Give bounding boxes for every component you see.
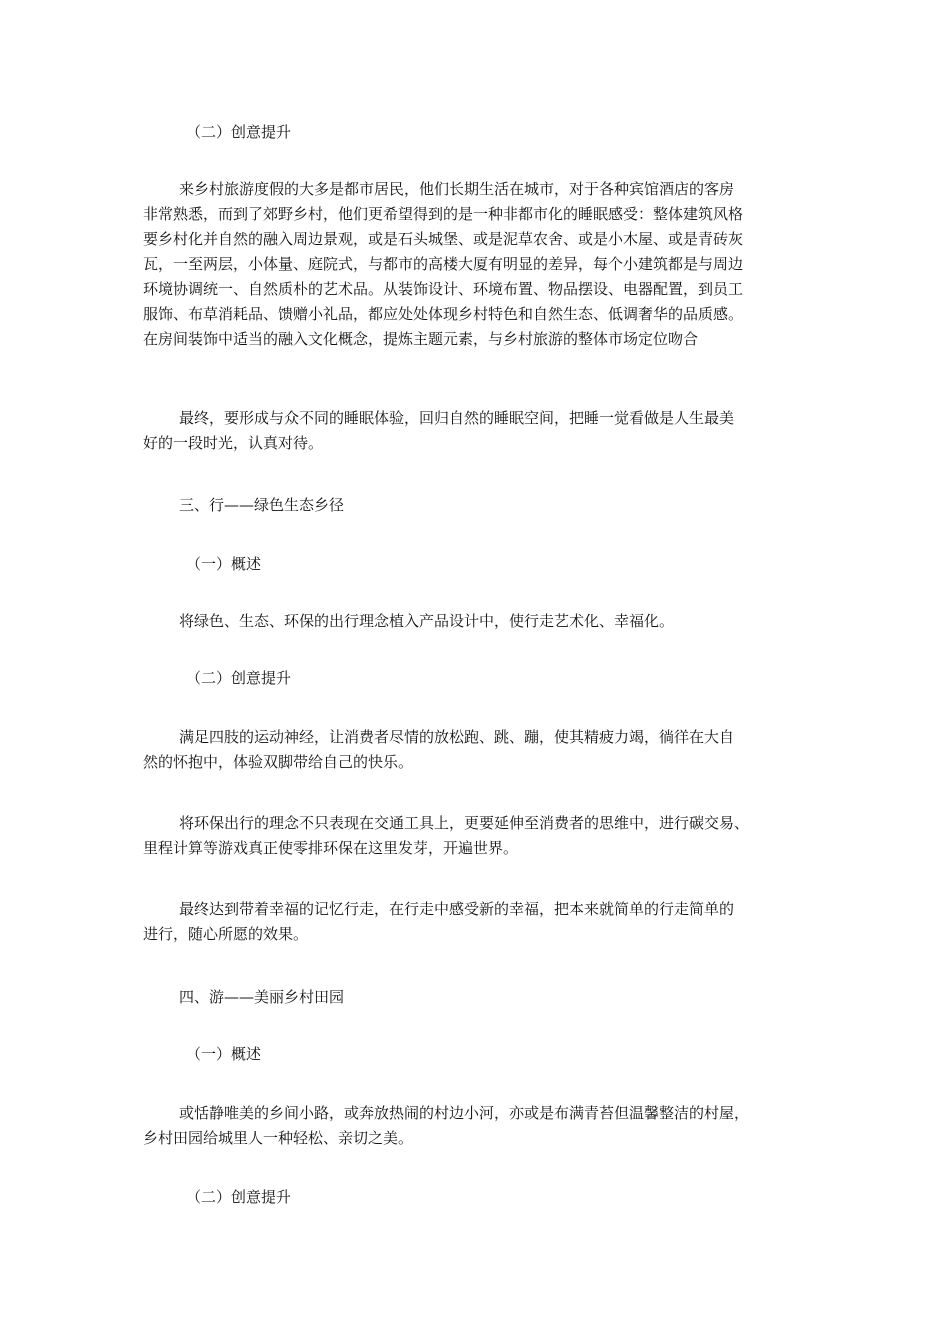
text-line: 进行，随心所愿的效果。 <box>143 925 309 943</box>
text-line: 最终，要形成与众不同的睡眠体验，回归自然的睡眠空间，把睡一觉看做是人生最美 <box>179 409 735 427</box>
text-line: 然的怀抱中，体验双脚带给自己的快乐。 <box>143 753 414 771</box>
paragraph <box>143 609 807 634</box>
text-line: 将绿色、生态、环保的出行理念植入产品设计中，使行走艺术化、幸福化。 <box>179 612 675 630</box>
subsection-heading <box>143 1042 807 1067</box>
subsection-heading <box>143 552 807 577</box>
text-line: 服饰、布草消耗品、馈赠小礼品，都应处处体现乡村特色和自然生态、低调奢华的品质感。 <box>143 305 744 323</box>
text-line: 非常熟悉，而到了郊野乡村，他们更希望得到的是一种非都市化的睡眠感受：整体建筑风格 <box>143 205 744 223</box>
text-line: 将环保出行的理念不只表现在交通工具上，更要延伸至消费者的思维中，进行碳交易、 <box>179 814 750 832</box>
text-line: 四、游——美丽乡村田园 <box>179 988 345 1006</box>
text-line: 瓦，一至两层，小体量、庭院式，与都市的高楼大厦有明显的差异，每个小建筑都是与周边 <box>143 255 744 273</box>
text-line: 来乡村旅游度假的大多是都市居民，他们长期生活在城市，对于各种宾馆酒店的客房 <box>179 180 735 198</box>
text-line: 环境协调统一、自然质朴的艺术品。从装饰设计、环境布置、物品摆设、电器配置，到员工 <box>143 280 744 298</box>
text-line: 好的一段时光，认真对待。 <box>143 434 324 452</box>
subsection-heading <box>143 120 807 145</box>
subsection-heading <box>143 666 807 691</box>
text-line: 满足四肢的运动神经，让消费者尽情的放松跑、跳、蹦，使其精疲力竭，徜徉在大自 <box>179 728 735 746</box>
text-line: （二）创意提升 <box>186 123 292 141</box>
paragraph <box>143 725 807 775</box>
subsection-heading <box>143 1185 807 1210</box>
text-line: （二）创意提升 <box>186 669 292 687</box>
section-heading <box>143 493 807 518</box>
paragraph <box>143 1101 807 1151</box>
text-line: （一）概述 <box>186 555 262 573</box>
text-line: 或恬静唯美的乡间小路，或奔放热闹的村边小河，亦或是布满青苔但温馨整洁的村屋， <box>179 1104 750 1122</box>
paragraph <box>143 811 807 861</box>
paragraph <box>143 406 807 456</box>
text-line: 三、行——绿色生态乡径 <box>179 496 345 514</box>
text-line: 最终达到带着幸福的记忆行走，在行走中感受新的幸福，把本来就简单的行走简单的 <box>179 900 735 918</box>
section-heading <box>143 985 807 1010</box>
text-line: （一）概述 <box>186 1045 262 1063</box>
paragraph <box>143 897 807 947</box>
paragraph <box>143 177 807 352</box>
text-line: 里程计算等游戏真正使零排环保在这里发芽，开遍世界。 <box>143 839 519 857</box>
text-line: （二）创意提升 <box>186 1188 292 1206</box>
text-line: 要乡村化并自然的融入周边景观，或是石头城堡、或是泥草农舍、或是小木屋、或是青砖灰 <box>143 230 744 248</box>
text-line: 乡村田园给城里人一种轻松、亲切之美。 <box>143 1129 414 1147</box>
text-line: 在房间装饰中适当的融入文化概念，提炼主题元素，与乡村旅游的整体市场定位吻合 <box>143 330 699 348</box>
